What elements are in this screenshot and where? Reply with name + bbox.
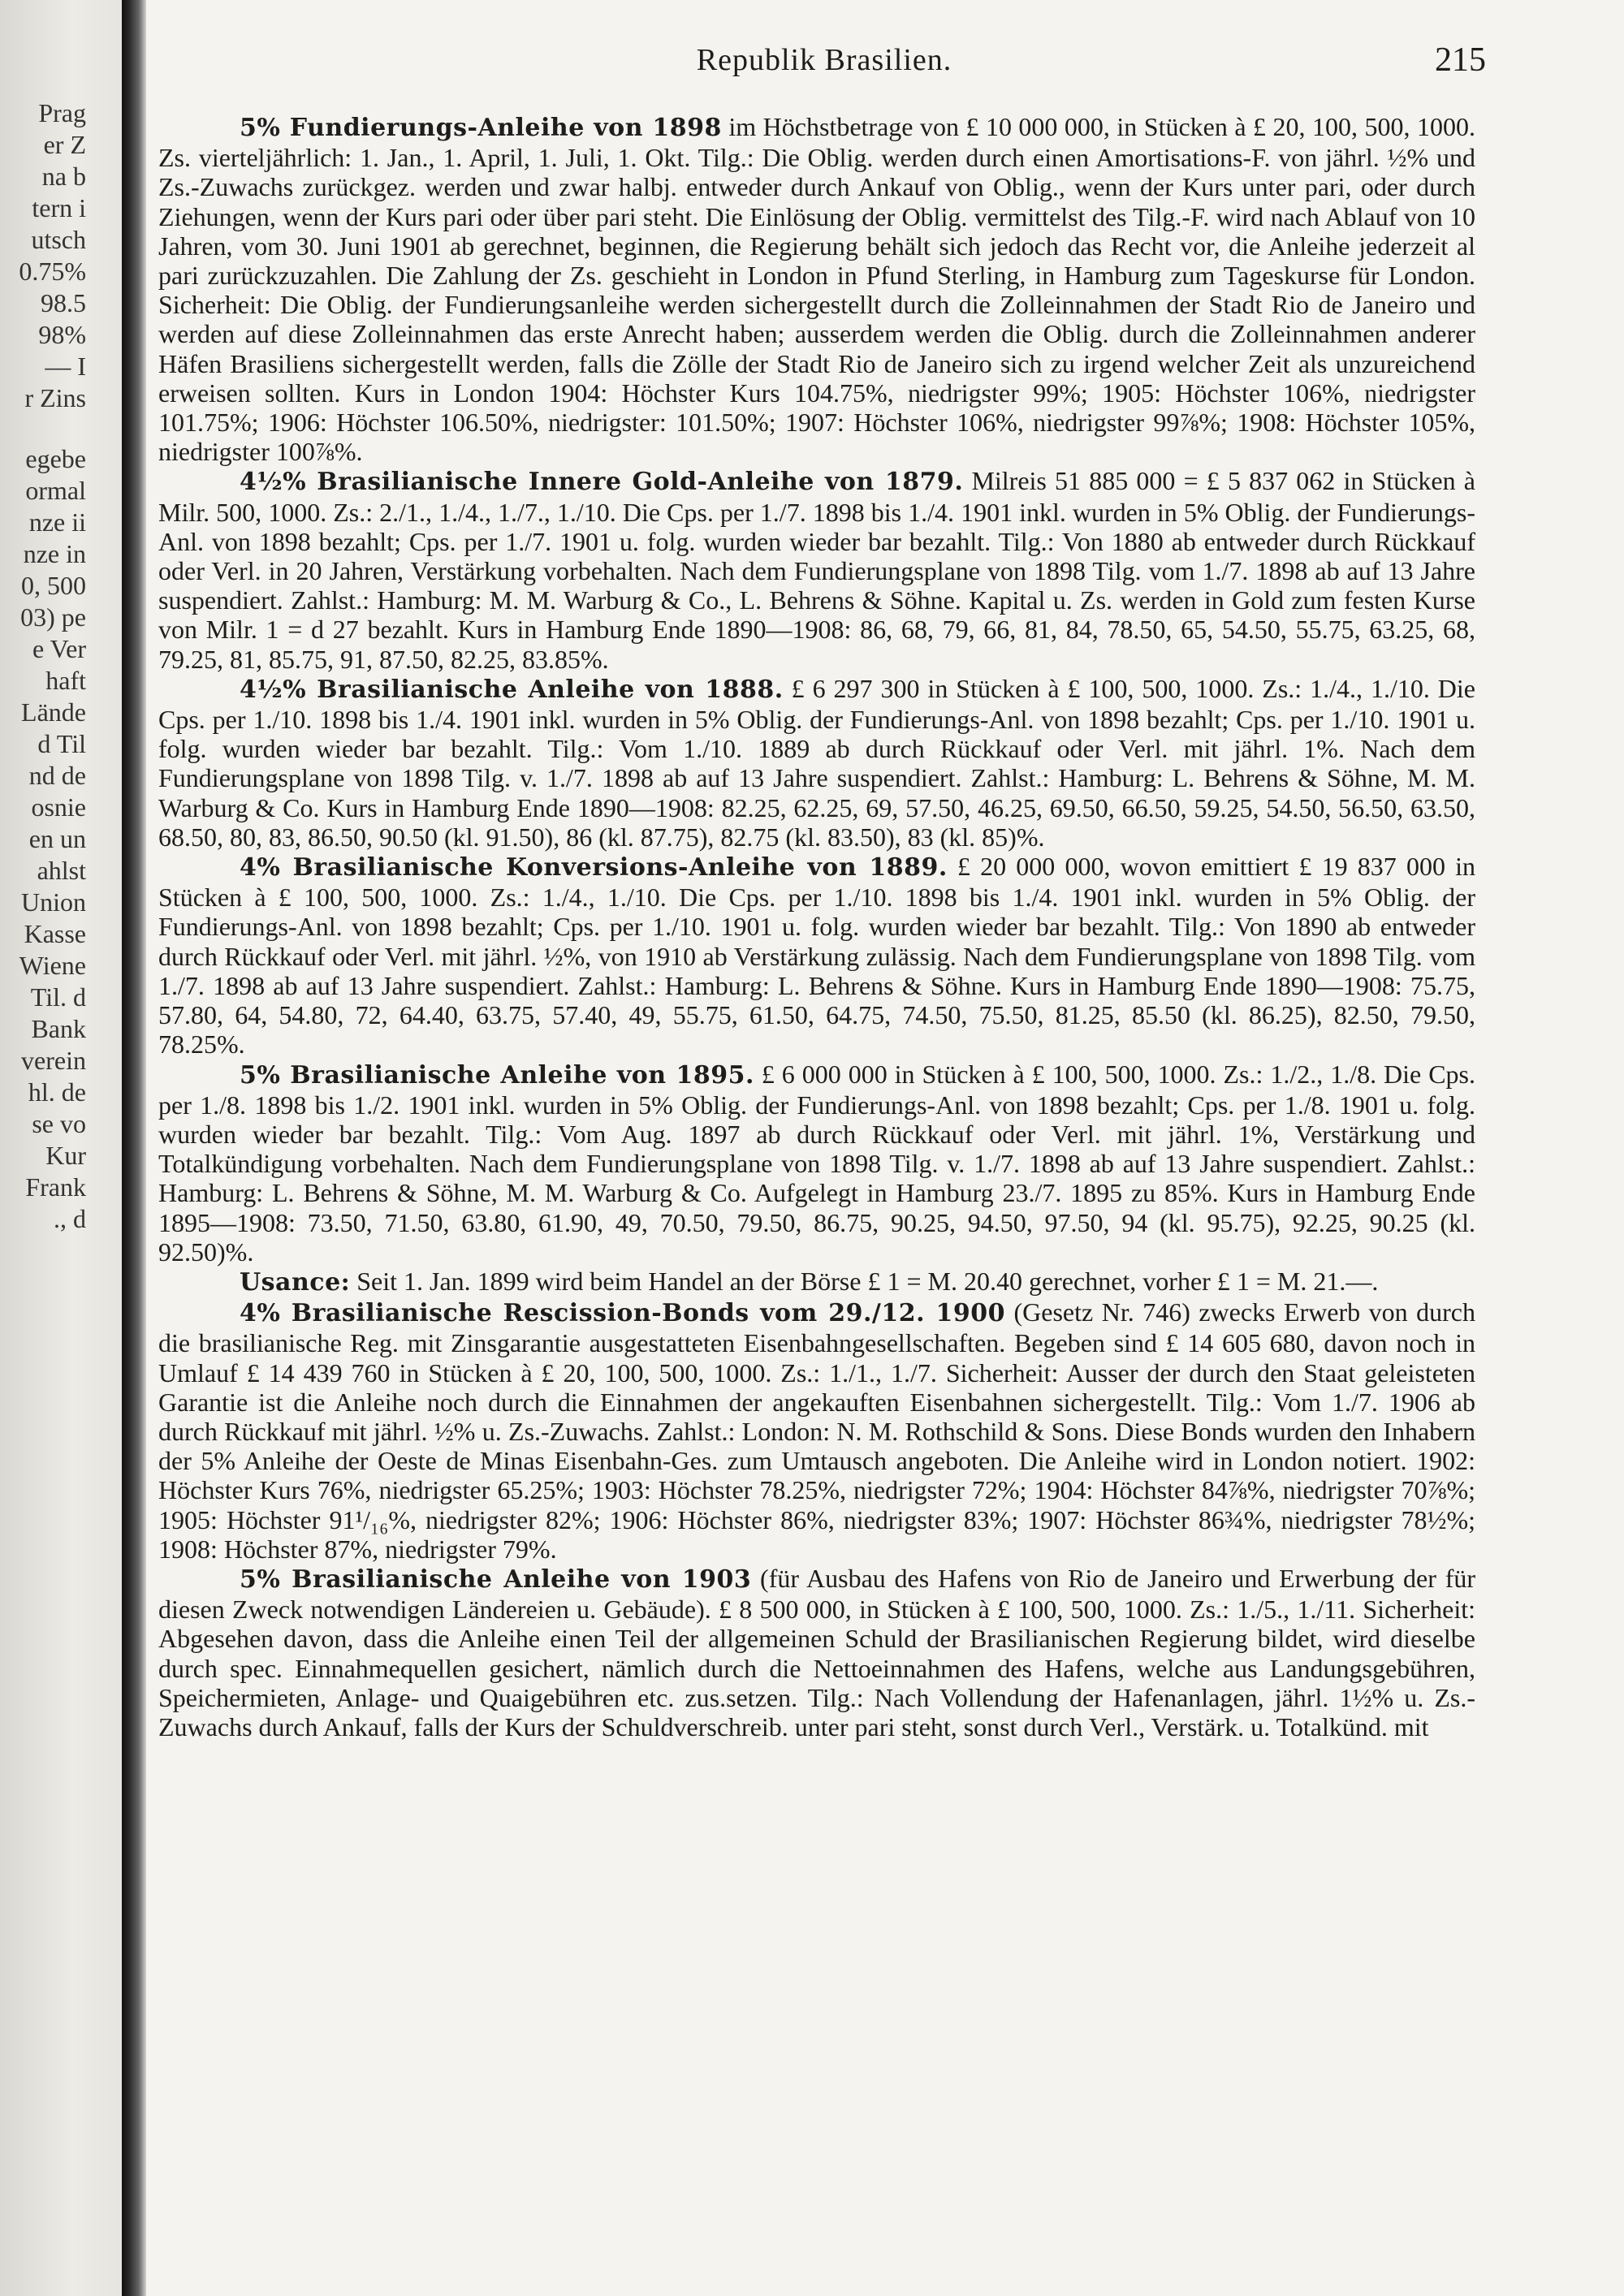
book-spine-shadow — [122, 0, 146, 2296]
previous-page-line: 98% — [38, 320, 86, 349]
previous-page-line: 98.5 — [41, 288, 86, 317]
entry-heading: 5% Brasilianische Anleihe von 1903 — [240, 1564, 752, 1594]
entry-body: Seit 1. Jan. 1899 wird beim Handel an der Börse £ 1 = M. 20.40 gerechnet, vorher £ 1 = M. 21.—. — [350, 1266, 1379, 1296]
previous-page-line: d Til — [37, 729, 86, 758]
entry-heading: 4% Brasilianische Konversions-Anleihe von 1889. — [240, 853, 948, 883]
previous-page-line: — I — [45, 352, 86, 381]
previous-page-line: nd de — [28, 761, 86, 790]
previous-page-line: Kasse — [24, 919, 86, 948]
previous-page-line: ahlst — [37, 856, 86, 885]
entry-body: £ 6 000 000 in Stücken à £ 100, 500, 1000. Zs.: 1./2., 1./8. Die Cps. per 1./8. 1898 bis 1./2. 1901 inkl. wurden in 5% Oblig. der Fundierungs-Anl. von 1898 bezahlt; Cps. per 1./8. 1901 u. folg. wurden wieder bar bezahlt. Tilg.: Vom Aug. 1897 ab durch Rückkauf oder Verl. mit jährl. 1%, Verstärkung und Totalkündigung vorbehalten. Nach dem Fundierungsplane von 1898 Tilg. v. 1./7. 1898 ab auf 13 Jahre suspendiert. Zahlst.: Hamburg: L. Behrens & Söhne, M. M. Warburg & Co. Aufgelegt in Hamburg 23./7. 1895 zu 85%. Kurs in Hamburg Ende 1895—1908: 73.50, 71.50, 63.80, 61.90, 49, 70.50, 79.50, 86.75, 90.25, 94.50, 97.50, 94 (kl. 95.75), 92.25, 90.25 (kl. 92.50)%. — [158, 1059, 1475, 1267]
previous-page-line: se vo — [32, 1109, 86, 1138]
previous-page-line: Bank — [31, 1014, 86, 1043]
previous-page-line: ormal — [25, 476, 86, 505]
previous-page-line: 0.75% — [19, 257, 86, 286]
entry-body: £ 6 297 300 in Stücken à £ 100, 500, 1000. Zs.: 1./4., 1./10. Die Cps. per 1./10. 1898 bis 1./4. 1901 inkl. wurden in 5% Oblig. der Fundierungs-Anl. von 1898 bezahlt; Cps. per 1./10. 1901 u. folg. wurden wieder bar bezahlt. Tilg.: Vom 1./10. 1889 ab durch Rückkauf oder Verl. mit jährl. 1%. Nach dem Fundierungsplane von 1898 Tilg. v. 1./7. 1898 ab auf 13 Jahre suspendiert. Zahlst.: Hamburg: L. Behrens & Söhne, M. M. Warburg & Co. Kurs in Hamburg Ende 1890—1908: 82.25, 62.25, 69, 57.50, 46.25, 69.50, 66.50, 59.25, 54.50, 56.50, 63.50, 68.50, 80, 83, 86.50, 90.50 (kl. 91.50), 86 (kl. 87.75), 82.75 (kl. 83.50), 83 (kl. 85)%. — [158, 673, 1475, 852]
entry-rescission-bonds-1900 — [158, 1297, 1475, 1564]
previous-page-line: na b — [41, 162, 86, 191]
previous-page-line: r Zins — [24, 383, 86, 412]
previous-page-line: Til. d — [30, 982, 86, 1012]
previous-page-line: tern i — [32, 193, 86, 222]
previous-page-line: Union — [21, 887, 86, 917]
page-header — [162, 42, 1486, 91]
previous-page-line: verein — [21, 1046, 86, 1075]
previous-page-line: Prag — [38, 98, 86, 127]
entry-heading: 5% Fundierungs-Anleihe von 1898 — [240, 114, 722, 142]
previous-page-line: Kur — [45, 1141, 86, 1170]
previous-page-line: hl. de — [28, 1077, 86, 1107]
previous-page-line: Lände — [21, 697, 86, 727]
previous-page-line: osnie — [31, 792, 86, 822]
entry-heading: 4½% Brasilianische Innere Gold-Anleihe von 1879. — [240, 468, 964, 497]
running-head: Republik Brasilien. — [696, 43, 952, 77]
previous-page-line: 0, 500 — [21, 571, 86, 600]
previous-page-line: Wiene — [19, 951, 86, 980]
previous-page-line: egebe — [25, 444, 86, 473]
entry-body: (für Ausbau des Hafens von Rio de Janeiro und Erwerbung der für diesen Zweck notwendigen Ländereien u. Gebäude). £ 8 500 000, in Stücken à £ 100, 500, 1000. Zs.: 1./5., 1./11. Sicherheit: Abgesehen davon, dass die Anleihe einen Teil der allgemeinen Schuld der Brasilianischen Regierung bildet, wird dieselbe durch spec. Einnahmequellen gesichert, nämlich durch die Nettoeinnahmen des Hafens, welche aus Landungsgebühren, Speichermieten, Anlage- und Quaigebühren etc. zus.setzen. Tilg.: Nach Vollendung der Hafenanlagen, jährl. 1½% u. Zs.-Zuwachs durch Ankauf, falls der Kurs der Schuldverschreib. unter pari steht, sonst durch Verl., Verstärk. u. Totalkünd. mit — [158, 1563, 1476, 1741]
previous-page-line: er Z — [43, 130, 86, 159]
page-number: 215 — [1435, 41, 1486, 79]
previous-page-line: nze ii — [28, 507, 86, 537]
entry-anleihe-1895 — [158, 1060, 1475, 1267]
entry-konversions-anleihe-1889 — [158, 852, 1475, 1059]
entry-heading: 4½% Brasilianische Anleihe von 1888. — [240, 675, 784, 704]
previous-page-line: en un — [28, 824, 86, 853]
entry-body: im Höchstbetrage von £ 10 000 000, in Stücken à £ 20, 100, 500, 1000. Zs. vierteljährlich: 1. Jan., 1. April, 1. Juli, 1. Okt. Tilg.: Die Oblig. werden durch einen Amortisations-F. von jährl. ½% und Zs.-Zuwachs zurückgez. werden und zwar halbj. entweder durch Ankauf von Oblig., wenn der Kurs unter pari, oder durch Ziehungen, wenn der Kurs pari oder über pari steht. Die Einlösung der Oblig. vermittelst des Tilg.-F. wird nach Ablauf von 10 Jahren, vom 30. Juni 1901 ab gerechnet, beginnen, die Regierung behält sich jedoch das Recht vor, die Anleihe jederzeit al pari zurückzuzahlen. Die Zahlung der Zs. geschieht in London in Pfund Sterling, in Hamburg zum Tageskurse für London. Sicherheit: Die Oblig. der Fundierungsanleihe werden sichergestellt durch die Zolleinnahmen der Stadt Rio de Janeiro und werden auf diese Zolleinnahmen das erste Anrecht haben; ausserdem werden die Oblig. durch die Zolleinnahmen anderer Häfen Brasiliens sichergestellt werden, falls die Zölle der Stadt Rio de Janeiro sich zu irgend welcher Zeit als unzureichend erweisen sollten. Kurs in London 1904: Höchster Kurs 104.75%, niedrigster 99%; 1905: Höchster 106%, niedrigster 101.75%; 1906: Höchster 106.50%, niedrigster: 101.50%; 1907: Höchster 106%, niedrigster 99⅞%; 1908: Höchster 105%, niedrigster 100⅞%. — [158, 112, 1476, 467]
text-column — [158, 112, 1475, 1741]
previous-page-line: e Ver — [32, 634, 86, 663]
previous-page-line: haft — [45, 666, 86, 695]
previous-page-line: Frank — [25, 1172, 86, 1202]
entry-innere-gold-anleihe-1879 — [158, 466, 1475, 673]
entry-heading: Usance: — [240, 1267, 351, 1297]
previous-page-line: ., d — [54, 1204, 86, 1233]
previous-page-line: utsch — [31, 225, 86, 254]
entry-body: Milreis 51 885 000 = £ 5 837 062 in Stücken à Milr. 500, 1000. Zs.: 2./1., 1./4., 1./7., 1./10. Die Cps. per 1./7. 1898 bis 1./4. 1901 inkl. wurden in 5% Oblig. der Fundierungs-Anl. von 1898 bezahlt; Cps. per 1./7. 1901 u. folg. wurden wieder bar bezahlt. Tilg.: Von 1880 ab entweder durch Rückkauf oder Verl. in 20 Jahren, Verstärkung vorbehalten. Nach dem Fundierungsplane von 1898 Tilg. vom 1./7. 1898 ab auf 13 Jahre suspendiert. Zahlst.: Hamburg: M. M. Warburg & Co., L. Behrens & Söhne. Kapital u. Zs. werden in Gold zum festen Kurse von Milr. 1 = d 27 bezahlt. Kurs in Hamburg Ende 1890—1908: 86, 68, 79, 66, 81, 84, 78.50, 65, 54.50, 55.75, 63.25, 68, 79.25, 81, 85.75, 91, 87.50, 82.25, 83.85%. — [158, 466, 1476, 674]
entry-heading: 4% Brasilianische Rescission-Bonds vom 29./12. 1900 — [240, 1299, 1006, 1328]
entry-anleihe-1888 — [158, 674, 1475, 852]
entry-heading: 5% Brasilianische Anleihe von 1895. — [240, 1060, 754, 1090]
entry-usance — [158, 1267, 1475, 1297]
entry-fundierungs-anleihe-1898 — [158, 112, 1475, 466]
previous-page-text — [0, 97, 122, 1235]
previous-page-line: nze in — [23, 539, 86, 568]
entry-body: £ 20 000 000, wovon emittiert £ 19 837 000 in Stücken à £ 100, 500, 1000. Zs.: 1./4., 1./10. Die Cps. per 1./10. 1898 bis 1./4. 1901 inkl. wurden in 5% Oblig. der Fundierungs-Anl. von 1898 bezahlt; Cps. per 1./10. 1901 u. folg. wurden wieder bar bezahlt. Tilg.: Von 1890 ab entweder durch Rückkauf oder Verl. mit jährl. ½%, von 1910 ab Verstärkung zulässig. Nach dem Fundierungsplane von 1898 Tilg. vom 1./7. 1898 ab auf 13 Jahre suspendiert. Zahlst.: Hamburg: L. Behrens & Söhne. Kurs in Hamburg Ende 1890—1908: 75.75, 57.80, 64, 54.80, 72, 64.40, 63.75, 57.40, 49, 55.75, 61.50, 64.75, 74.50, 75.50, 81.25, 85.50 (kl. 86.25), 82.50, 79.50, 78.25%. — [158, 852, 1476, 1060]
previous-page-line — [0, 414, 122, 443]
previous-page-line: 03) pe — [20, 602, 86, 632]
entry-anleihe-1903 — [158, 1564, 1475, 1741]
entry-body: (Gesetz Nr. 746) zwecks Erwerb von durch die brasilianische Reg. mit Zinsgarantie ausgestatteten Eisenbahngesellschaften. Begeben sind £ 14 605 680, davon noch in Umlauf £ 14 439 760 in Stücken à £ 20, 100, 500, 1000. Zs.: 1./1., 1./7. Sicherheit: Ausser der durch den Staat geleisteten Garantie ist die Anleihe noch durch die Einnahmen der angekauften Eisenbahnen sichergestellt. Tilg.: Vom 1./7. 1906 ab durch Rückkauf mit jährl. ½% u. Zs.-Zuwachs. Zahlst.: London: N. M. Rothschild & Sons. Diese Bonds wurden den Inhabern der 5% Anleihe der Oeste de Minas Eisenbahn-Ges. zum Umtausch angeboten. Die Anleihe wird in London notiert. 1902: Höchster Kurs 76%, niedrigster 65.25%; 1903: Höchster 78.25%, niedrigster 72%; 1904: Höchster 84⅞%, niedrigster 70⅞%; 1905: Höchster 91¹/₁₆%, niedrigster 82%; 1906: Höchster 86%, niedrigster 83%; 1907: Höchster 86¾%, niedrigster 78½%; 1908: Höchster 87%, niedrigster 79%. — [158, 1297, 1476, 1564]
